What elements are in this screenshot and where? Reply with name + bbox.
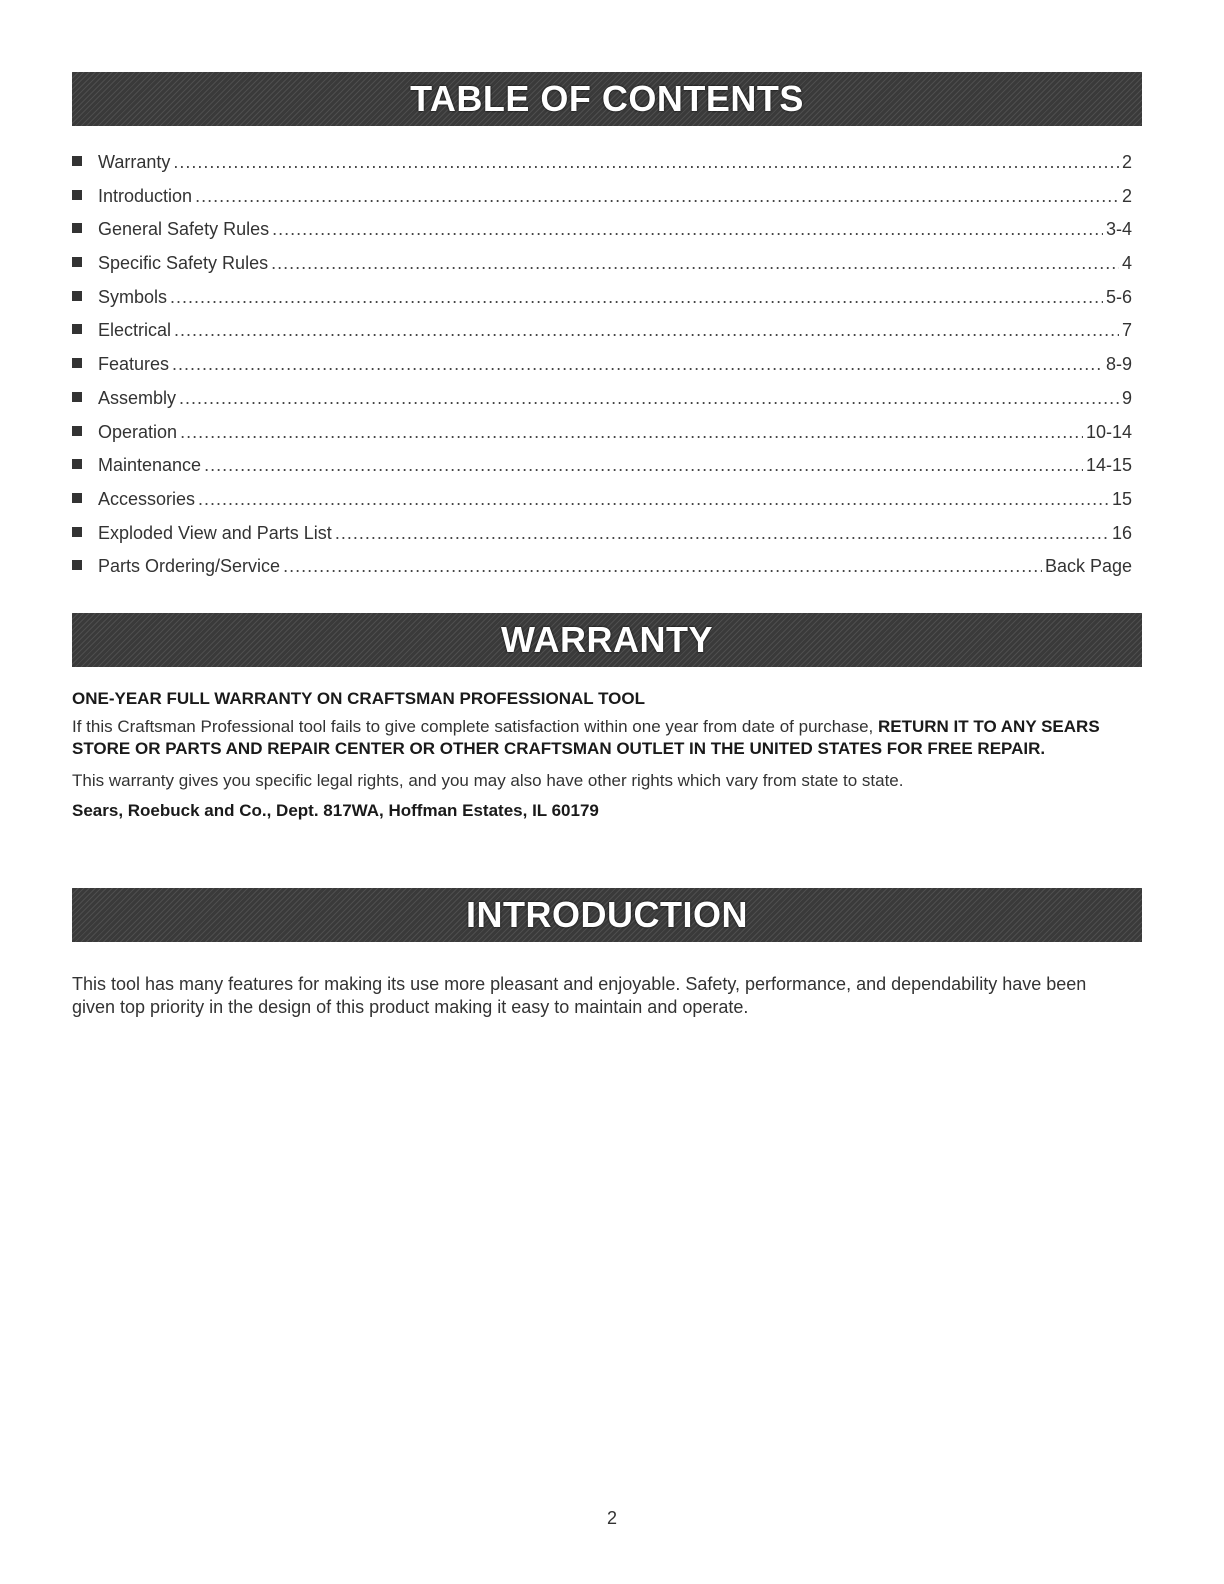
page-number: 2 xyxy=(606,1508,617,1528)
dot-leader xyxy=(174,320,1119,341)
toc-entry-page: 3-4 xyxy=(1105,219,1132,240)
square-bullet-icon xyxy=(72,156,82,166)
toc-banner xyxy=(72,72,1142,126)
toc-entry xyxy=(72,489,1132,523)
toc-entry-page: 7 xyxy=(1121,320,1132,341)
warranty-body-bold: RETURN IT TO ANY SEARS STORE OR PARTS AND REPAIR CENTER OR OTHER CRAFTSMAN OUTLET IN THE UNITED STATES FOR FREE REPAIR. xyxy=(72,717,1100,758)
toc-entry xyxy=(72,152,1132,186)
introduction-banner xyxy=(72,888,1142,942)
toc-entry xyxy=(72,287,1132,321)
table-of-contents xyxy=(72,152,1132,590)
toc-entry-page: 2 xyxy=(1121,152,1132,172)
toc-entry-page: 2 xyxy=(1121,185,1132,206)
toc-title: TABLE OF CONTENTS xyxy=(410,78,804,119)
warranty-title: WARRANTY xyxy=(501,619,713,660)
warranty-body xyxy=(72,716,1144,760)
toc-entry-label: General Safety Rules xyxy=(98,219,270,240)
toc-entry-label: Assembly xyxy=(98,387,177,408)
toc-entry xyxy=(72,523,1132,557)
introduction-title: INTRODUCTION xyxy=(466,894,748,935)
dot-leader xyxy=(198,489,1109,510)
toc-entry-label: Parts Ordering/Service xyxy=(98,556,281,577)
dot-leader xyxy=(195,186,1119,207)
square-bullet-icon xyxy=(72,291,82,301)
toc-entry-page: 4 xyxy=(1121,253,1132,274)
toc-entry-label: Features xyxy=(98,354,170,375)
square-bullet-icon xyxy=(72,324,82,334)
toc-entry-page: 5-6 xyxy=(1105,286,1132,307)
toc-entry xyxy=(72,253,1132,287)
warranty-address: Sears, Roebuck and Co., Dept. 817WA, Hoffman Estates, IL 60179 xyxy=(72,801,599,820)
toc-entry-label: Introduction xyxy=(98,185,193,206)
toc-entry-label: Warranty xyxy=(98,152,171,172)
toc-entry-label: Exploded View and Parts List xyxy=(98,522,332,543)
square-bullet-icon xyxy=(72,190,82,200)
square-bullet-icon xyxy=(72,493,82,503)
toc-entry-label: Accessories xyxy=(98,488,196,509)
toc-entry-label: Electrical xyxy=(98,320,172,341)
toc-entry-page: Back Page xyxy=(1044,556,1132,577)
warranty-heading: ONE-YEAR FULL WARRANTY ON CRAFTSMAN PROFESSIONAL TOOL xyxy=(72,689,645,708)
dot-leader xyxy=(283,556,1042,577)
toc-entry-label: Operation xyxy=(98,421,178,442)
toc-entry-page: 16 xyxy=(1111,522,1132,543)
square-bullet-icon xyxy=(72,358,82,368)
toc-entry xyxy=(72,556,1132,590)
square-bullet-icon xyxy=(72,560,82,570)
warranty-banner xyxy=(72,613,1142,667)
toc-entry xyxy=(72,219,1132,253)
square-bullet-icon xyxy=(72,257,82,267)
dot-leader xyxy=(180,422,1083,443)
square-bullet-icon xyxy=(72,223,82,233)
square-bullet-icon xyxy=(72,426,82,436)
dot-leader xyxy=(172,354,1103,375)
toc-entry-page: 14-15 xyxy=(1085,455,1132,476)
square-bullet-icon xyxy=(72,459,82,469)
toc-entry-label: Specific Safety Rules xyxy=(98,253,269,274)
square-bullet-icon xyxy=(72,392,82,402)
toc-entry xyxy=(72,320,1132,354)
toc-entry-page: 10-14 xyxy=(1085,421,1132,442)
toc-entry xyxy=(72,455,1132,489)
dot-leader xyxy=(173,152,1119,173)
dot-leader xyxy=(335,523,1109,544)
dot-leader xyxy=(204,455,1083,476)
toc-entry xyxy=(72,422,1132,456)
square-bullet-icon xyxy=(72,527,82,537)
toc-entry-page: 8-9 xyxy=(1105,354,1132,375)
toc-entry-page: 15 xyxy=(1111,488,1132,509)
toc-entry-label: Maintenance xyxy=(98,455,202,476)
warranty-rights: This warranty gives you specific legal rights, and you may also have other rights which vary from state to state. xyxy=(72,771,904,790)
warranty-section xyxy=(72,688,1144,822)
toc-entry xyxy=(72,354,1132,388)
toc-entry-page: 9 xyxy=(1121,387,1132,408)
dot-leader xyxy=(272,219,1103,240)
toc-entry-label: Symbols xyxy=(98,286,168,307)
dot-leader xyxy=(179,388,1119,409)
dot-leader xyxy=(271,253,1119,274)
dot-leader xyxy=(170,287,1103,308)
warranty-body-plain: If this Craftsman Professional tool fails to give complete satisfaction within one year from date of purchase, xyxy=(72,717,878,736)
toc-entry xyxy=(72,388,1132,422)
introduction-body: This tool has many features for making its use more pleasant and enjoyable. Safety, performance, and dependability have been given top priority in the design of this product making it easy to maintain and operate. xyxy=(72,974,1087,1017)
toc-entry xyxy=(72,186,1132,220)
